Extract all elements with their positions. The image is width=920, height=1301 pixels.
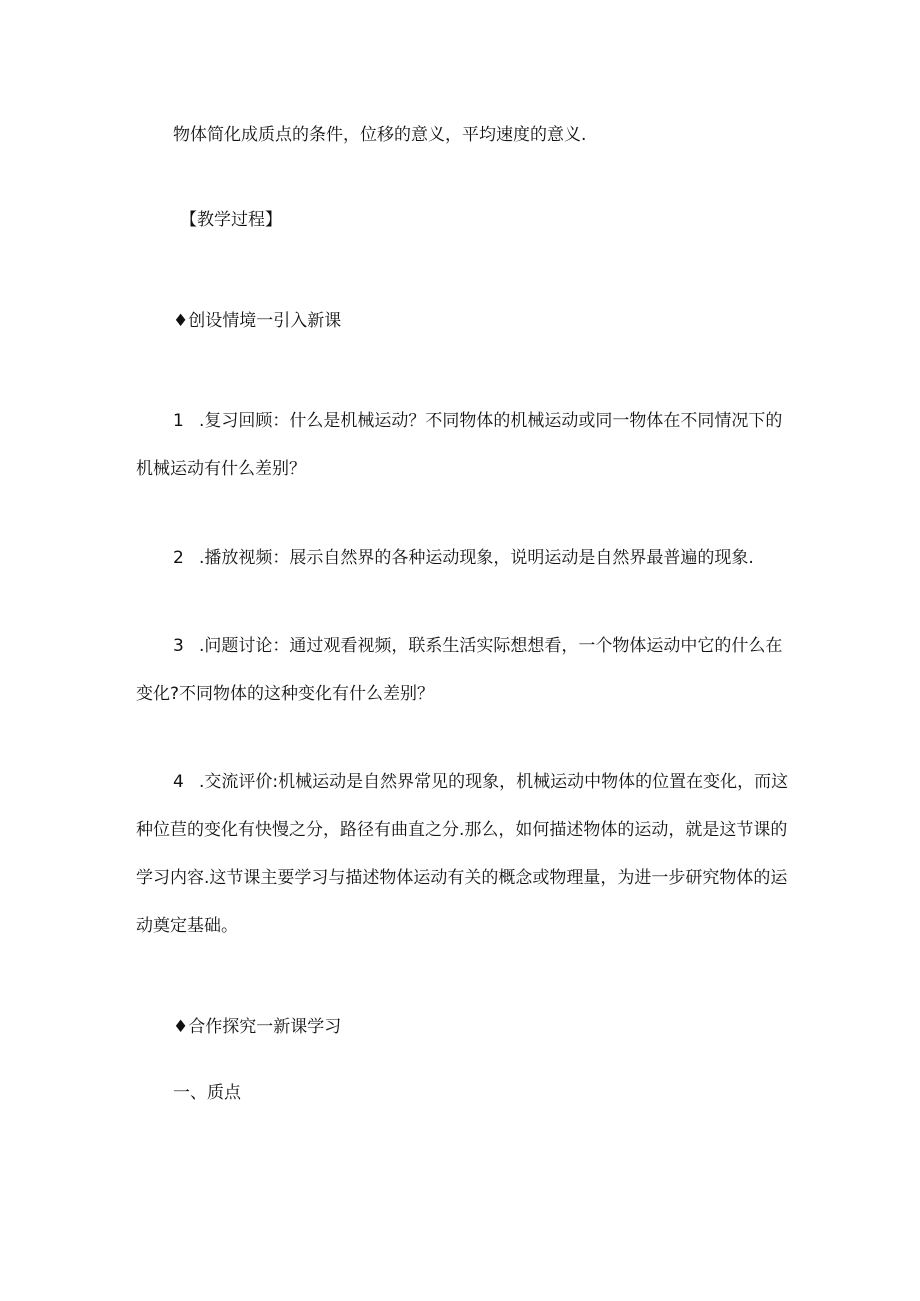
item-1-line-2: 机械运动有什么差别？ xyxy=(136,459,306,479)
item-1-number: 1 xyxy=(173,411,184,431)
part2-heading: ♦合作探究一新课学习 xyxy=(173,1017,342,1037)
item-3-line-2: 变化?不同物体的这种变化有什么差别？ xyxy=(136,684,435,704)
item-4-line-3: 学习内容.这节课主要学习与描述物体运动有关的概念或物理量，为进一步研究物体的运 xyxy=(136,868,788,888)
item-2-line-1 xyxy=(173,546,754,570)
item-4-text-1: .交流评价:机械运动是自然界常见的现象，机械运动中物体的位置在变化，而这 xyxy=(199,772,789,792)
item-2-text-1: .播放视频：展示自然界的各种运动现象，说明运动是自然界最普遍的现象. xyxy=(199,548,754,568)
section-heading-teaching-process: 【教学过程】 xyxy=(180,210,282,230)
intro-line: 物体简化成质点的条件，位移的意义，平均速度的意义. xyxy=(173,125,587,145)
item-4-line-2: 种位苣的变化有快慢之分，路径有曲直之分.那么，如何描述物体的运动，就是这节课的 xyxy=(136,820,788,840)
item-2-number: 2 xyxy=(173,548,184,568)
part1-heading: ♦创设情境一引入新课 xyxy=(173,311,342,331)
subsection-heading-mass-point: 一、质点 xyxy=(173,1083,241,1103)
item-3-line-1 xyxy=(173,634,782,658)
item-1-text-1: .复习回顾：什么是机械运动？不同物体的机械运动或同一物体在不同情况下的 xyxy=(199,411,783,431)
item-3-number: 3 xyxy=(173,636,184,656)
item-1-line-1 xyxy=(173,409,782,433)
item-4-line-4: 动奠定基础。 xyxy=(136,916,238,936)
item-4-number: 4 xyxy=(173,772,184,792)
item-3-text-1: .问题讨论：通过观看视频，联系生活实际想想看，一个物体运动中它的什么在 xyxy=(199,636,783,656)
item-4-line-1 xyxy=(173,770,788,794)
